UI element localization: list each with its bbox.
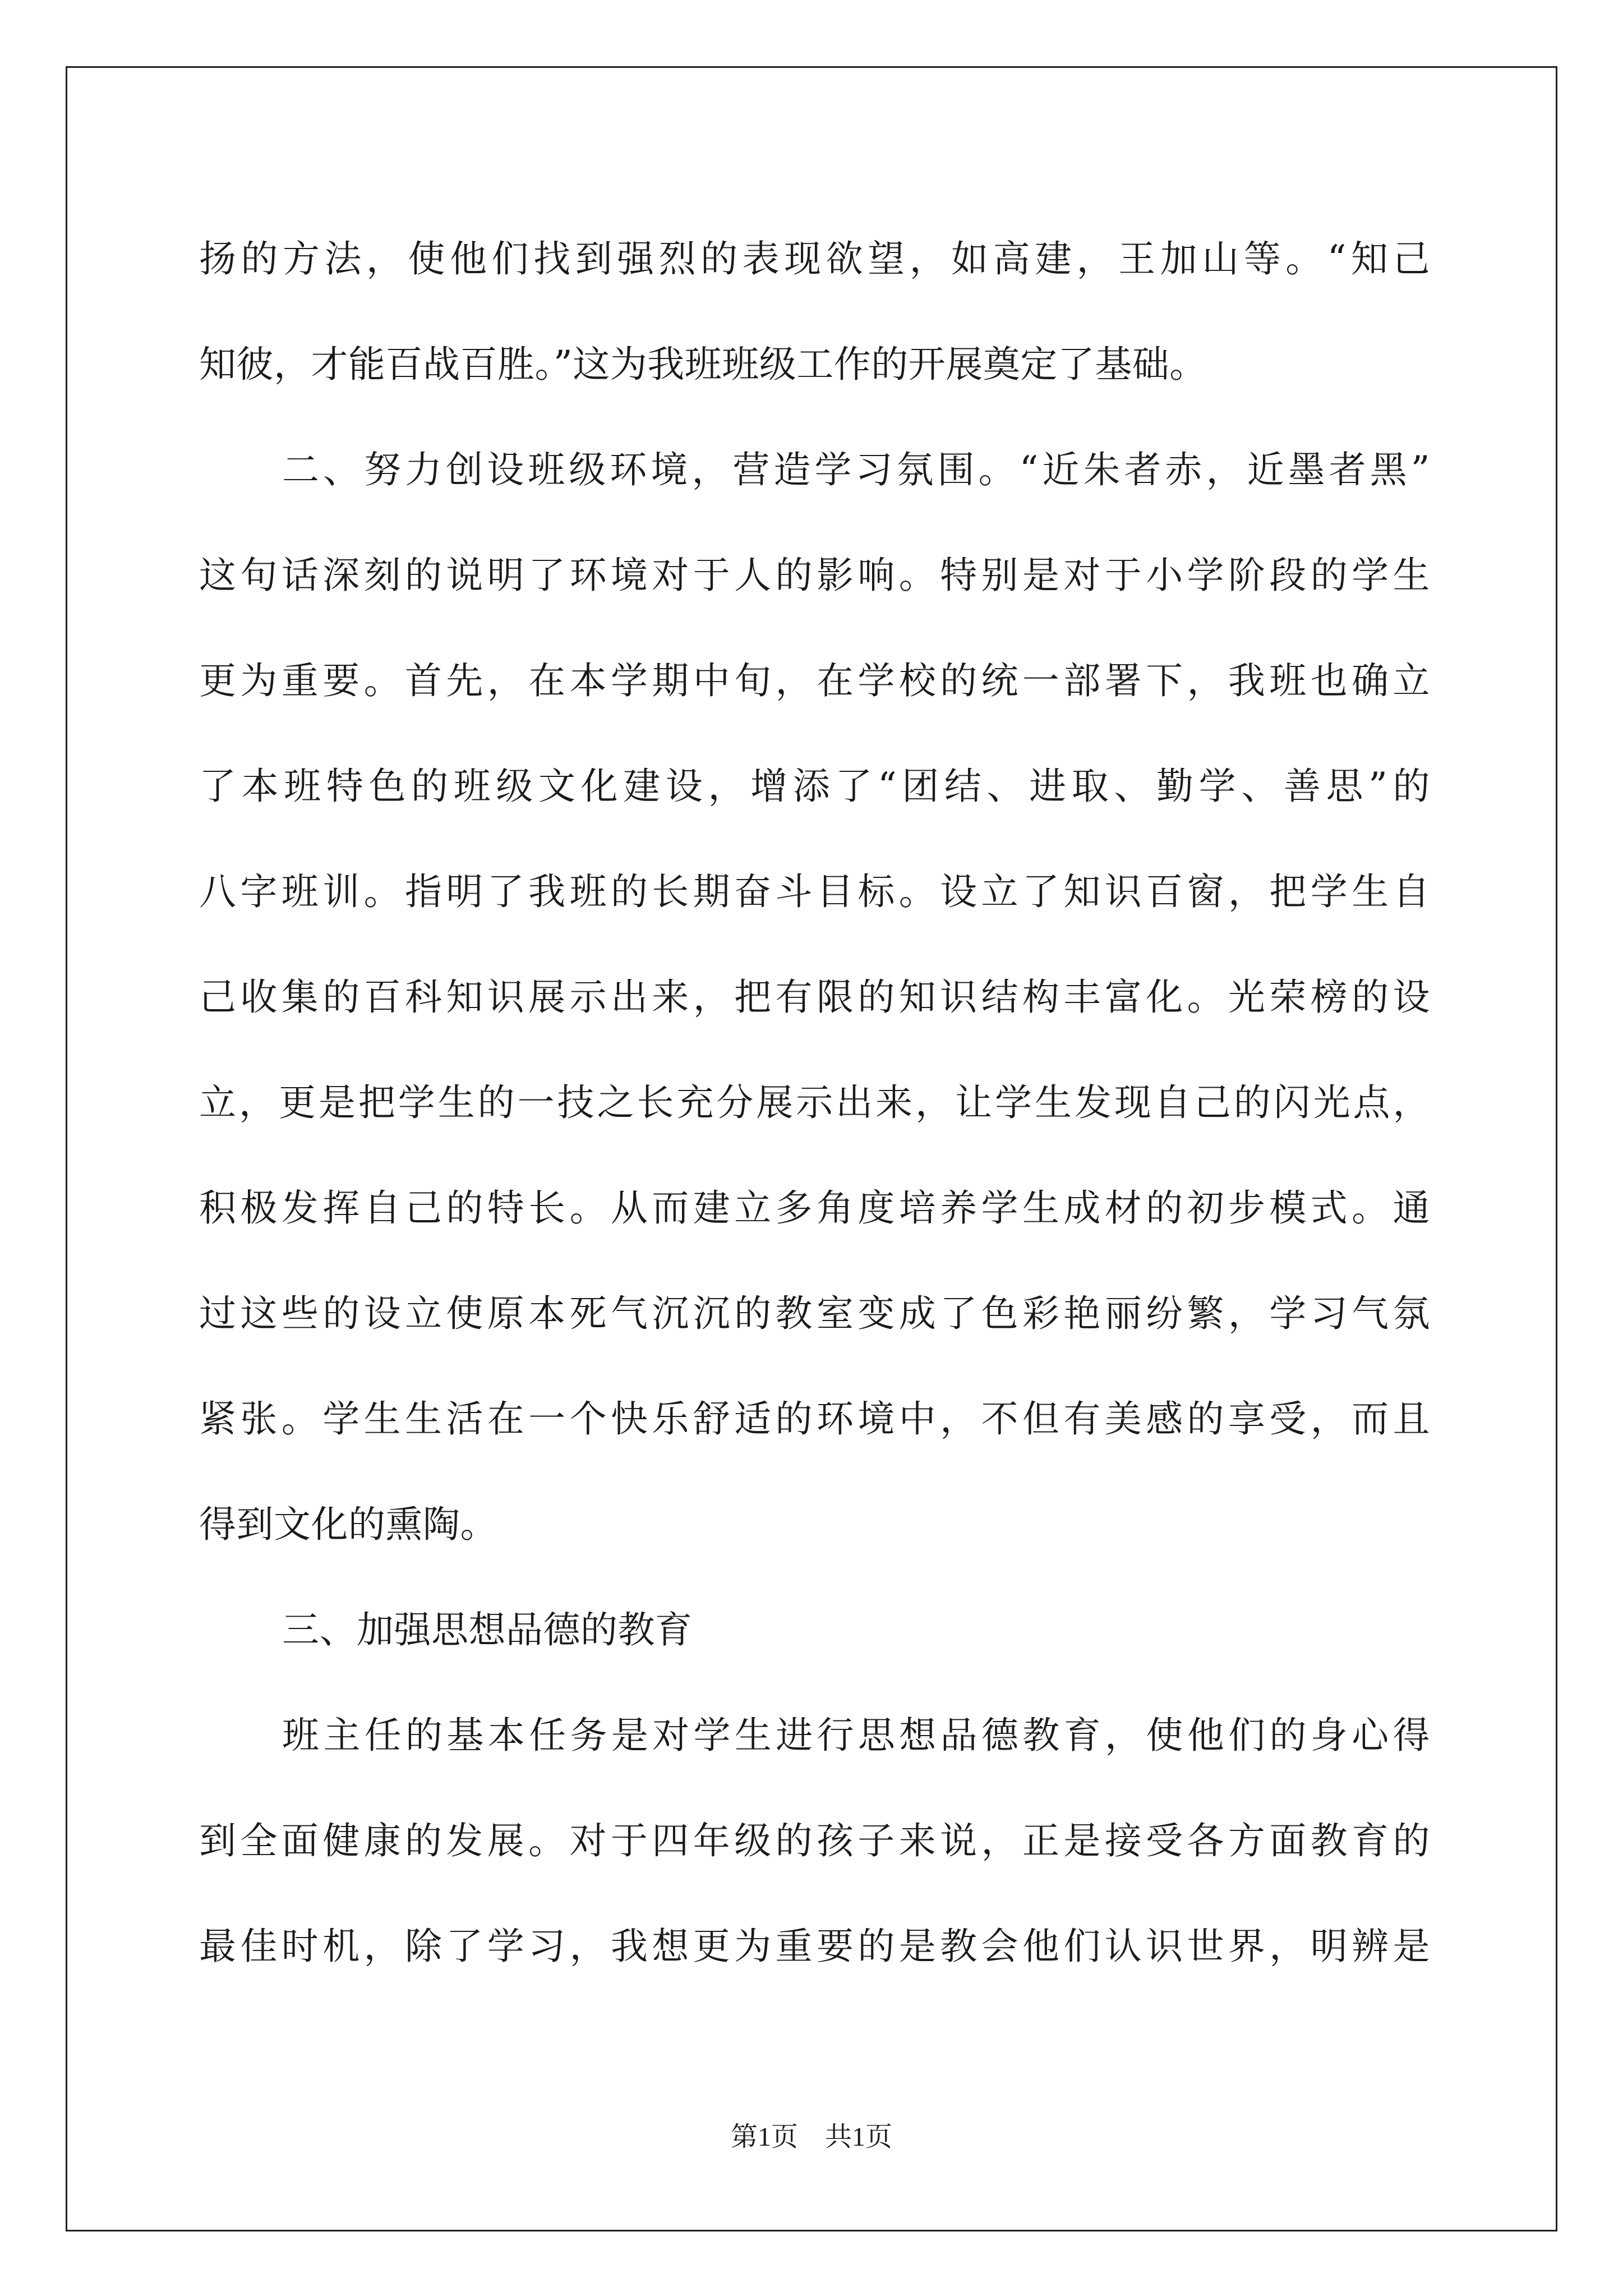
page-number: 第1页: [730, 2122, 798, 2152]
text-line-15: 班主任的基本任务是对学生进行思想品德教育，使他们的身心得: [282, 1714, 1430, 1757]
page-total: 共1页: [825, 2122, 893, 2152]
text-line-4: 这句话深刻的说明了环境对于人的影响。特别是对于小学阶段的学生: [199, 554, 1430, 597]
heading-section-3: 三、加强思想品德的教育: [282, 1608, 693, 1651]
text-line-17: 最佳时机，除了学习，我想更为重要的是教会他们认识世界，明辨是: [199, 1925, 1430, 1968]
text-line-6: 了本班特色的班级文化建设，增添了“团结、进取、勤学、善思”的: [199, 765, 1430, 808]
text-line-12: 紧张。学生生活在一个快乐舒适的环境中，不但有美感的享受，而且: [199, 1397, 1430, 1441]
text-line-2: 知彼，才能百战百胜。”这为我班班级工作的开展奠定了基础。: [199, 343, 1207, 386]
text-line-1: 扬的方法，使他们找到强烈的表现欲望，如高建，王加山等。“知己: [199, 237, 1430, 280]
document-body: [199, 206, 1430, 1999]
text-line-5: 更为重要。首先，在本学期中旬，在学校的统一部署下，我班也确立: [199, 659, 1430, 702]
text-line-10: 积极发挥自己的特长。从而建立多角度培养学生成材的初步模式。通: [199, 1186, 1430, 1230]
text-line-8: 己收集的百科知识展示出来，把有限的知识结构丰富化。光荣榜的设: [199, 976, 1430, 1019]
heading-section-2: 二、努力创设班级环境，营造学习氛围。“近朱者赤，近墨者黑”: [282, 448, 1430, 491]
text-line-16: 到全面健康的发展。对于四年级的孩子来说，正是接受各方面教育的: [199, 1819, 1430, 1862]
text-line-7: 八字班训。指明了我班的长期奋斗目标。设立了知识百窗，把学生自: [199, 870, 1430, 913]
text-line-9: 立，更是把学生的一技之长充分展示出来，让学生发现自己的闪光点，: [199, 1081, 1430, 1124]
page-footer: [0, 2115, 1623, 2154]
text-line-13: 得到文化的熏陶。: [199, 1503, 497, 1546]
text-line-11: 过这些的设立使原本死气沉沉的教室变成了色彩艳丽纷繁，学习气氛: [199, 1292, 1430, 1335]
